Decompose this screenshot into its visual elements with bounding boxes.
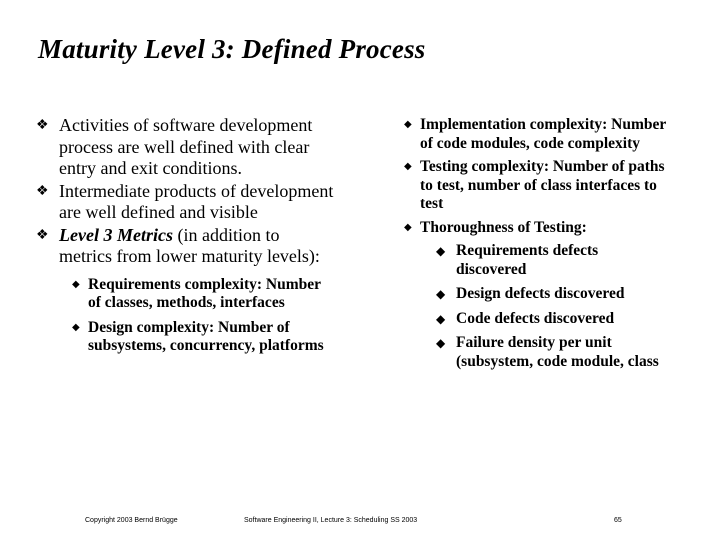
small-diamond-bullet-icon: ◆ (72, 321, 80, 333)
sub-bullet-item (400, 310, 670, 329)
solid-diamond-bullet-icon: ◆ (436, 311, 446, 326)
sub-bullet-text: Design complexity: Number of subsystems, concurrency, platforms (88, 318, 324, 354)
bullet-item (36, 181, 336, 224)
bullet-text: Activities of software development process are well defined with clear entry and exit conditions. (59, 115, 313, 178)
small-diamond-bullet-icon: ◆ (404, 161, 412, 172)
bullet-item (36, 225, 336, 268)
bullet-text: Intermediate products of development are well defined and visible (59, 180, 334, 222)
sub-bullet-item (36, 319, 336, 356)
solid-diamond-bullet-icon: ◆ (436, 287, 446, 301)
sub-bullet-item (400, 285, 670, 304)
small-diamond-bullet-icon: ◆ (72, 278, 80, 290)
footer-copyright: Copyright 2003 Bernd Brügge (85, 517, 178, 524)
sub-bullet-item (400, 334, 670, 371)
solid-diamond-bullet-icon: ◆ (436, 336, 446, 350)
bullet-item (36, 115, 336, 180)
bullet-item (400, 158, 670, 214)
sub-bullet-item (400, 242, 670, 279)
diamond-check-bullet-icon: ❖ (36, 183, 49, 199)
bullet-text: (in addition to metrics from lower maturity levels): (59, 224, 320, 266)
bullet-text: Testing complexity: Number of paths to test, number of class interfaces to test (420, 158, 665, 212)
footer-page-number: 65 (614, 517, 622, 524)
bullet-text: Implementation complexity: Number of code modules, code complexity (420, 116, 666, 152)
sub-bullet-text: Code defects discovered (456, 309, 615, 327)
slide-title: Maturity Level 3: Defined Process (38, 34, 426, 64)
diamond-check-bullet-icon: ❖ (36, 227, 49, 243)
diamond-check-bullet-icon: ❖ (36, 118, 49, 133)
solid-diamond-bullet-icon: ◆ (436, 244, 446, 258)
bullet-item (400, 219, 670, 238)
footer-course: Software Engineering II, Lecture 3: Scheduling SS 2003 (244, 517, 418, 524)
sub-bullet-text: Requirements complexity: Number of classes, methods, interfaces (88, 275, 321, 311)
small-diamond-bullet-icon: ◆ (404, 221, 412, 233)
sub-bullet-text: Design defects discovered (456, 285, 625, 302)
bullet-item (400, 116, 670, 153)
bullet-emphasis: Level 3 Metrics (59, 224, 173, 245)
sub-bullet-text: Failure density per unit (subsystem, code module, class (456, 334, 659, 370)
bullet-text: Thoroughness of Testing: (420, 218, 587, 236)
right-column (400, 116, 670, 377)
small-diamond-bullet-icon: ◆ (404, 119, 412, 130)
sub-bullet-text: Requirements defects discovered (456, 242, 599, 278)
left-column (36, 115, 336, 362)
sub-bullet-item (36, 276, 336, 313)
